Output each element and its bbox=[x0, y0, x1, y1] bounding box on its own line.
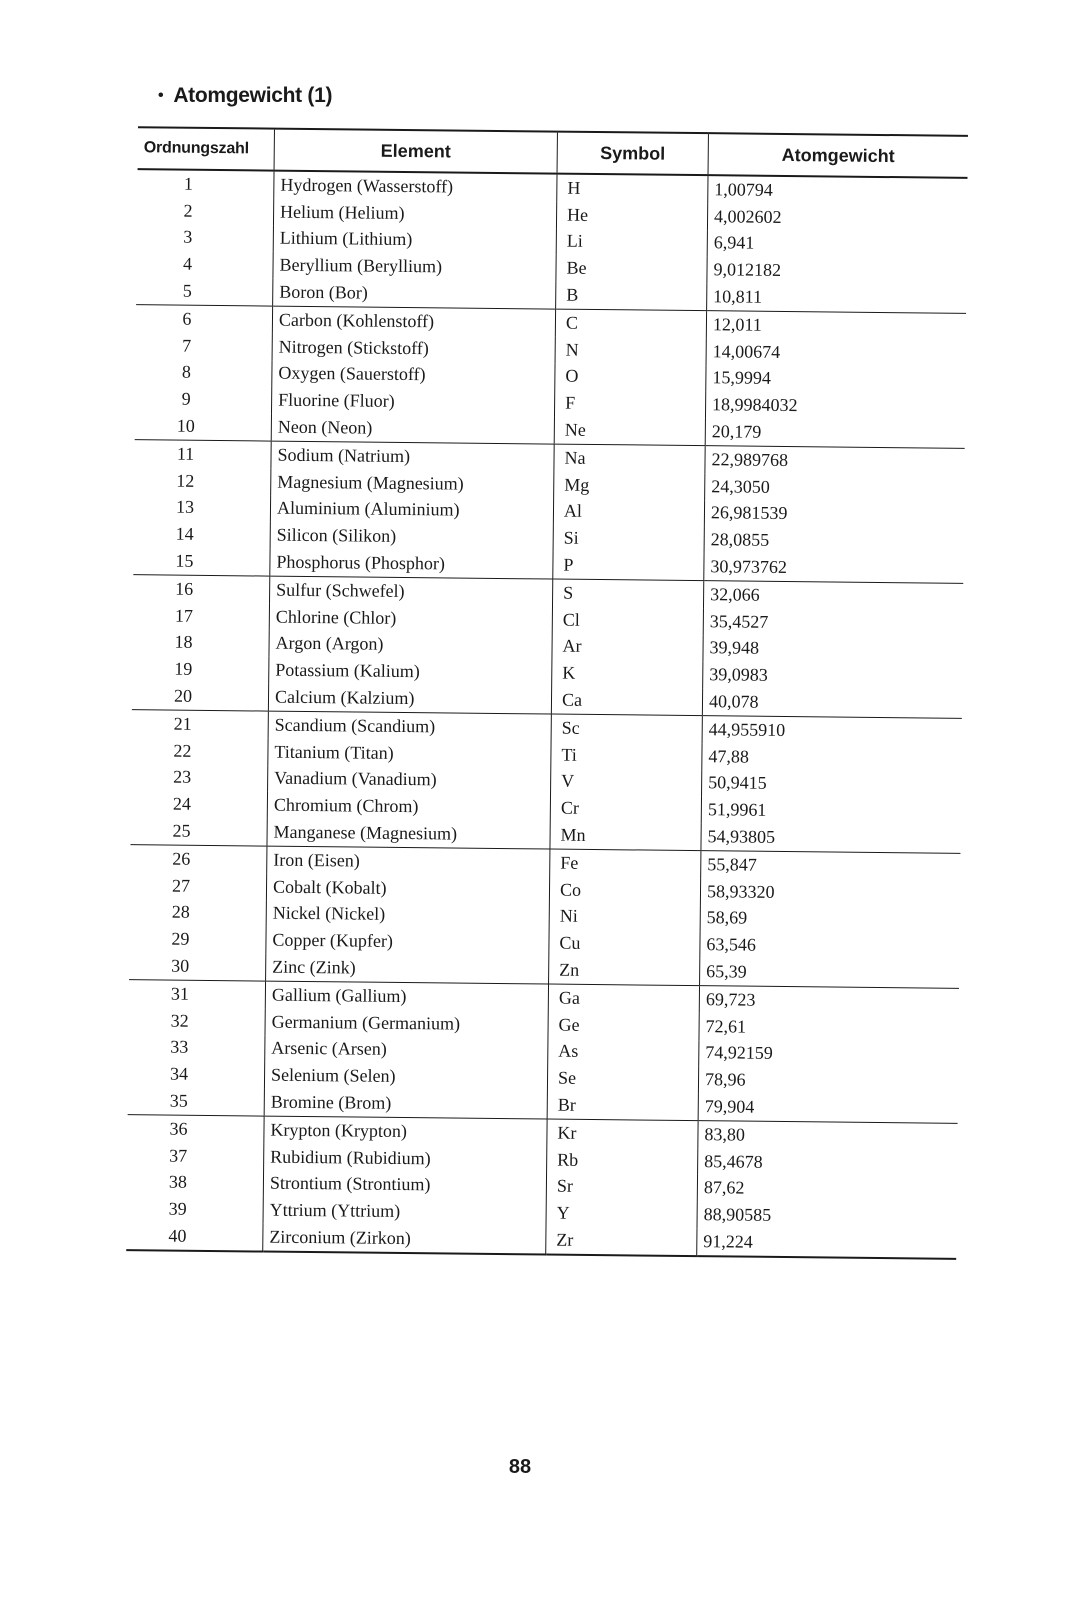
cell-element: Germanium (Germanium) bbox=[265, 1008, 548, 1038]
cell-atomgewicht: 91,224 bbox=[697, 1228, 957, 1259]
cell-ordnungszahl: 31 bbox=[170, 983, 190, 1004]
cell-ordnungszahl: 14 bbox=[175, 523, 194, 545]
cell-symbol: N bbox=[555, 336, 706, 364]
cell-symbol: Mn bbox=[550, 822, 701, 851]
cell-atomgewicht: 4,002602 bbox=[707, 203, 967, 233]
cell-element: Vanadium (Vanadium) bbox=[268, 765, 551, 795]
cell-atomgewicht: 47,88 bbox=[702, 743, 962, 773]
page-title bbox=[158, 84, 332, 108]
cell-element: Boron (Bor) bbox=[273, 279, 556, 309]
cell-ordnungszahl: 6 bbox=[182, 308, 192, 329]
header-atomgewicht: Atomgewicht bbox=[708, 133, 968, 178]
cell-element: Krypton (Krypton) bbox=[264, 1116, 547, 1146]
cell-atomgewicht: 28,0855 bbox=[704, 527, 964, 557]
cell-element: Gallium (Gallium) bbox=[265, 981, 548, 1011]
cell-ordnungszahl: 17 bbox=[174, 605, 193, 626]
cell-atomgewicht: 30,973762 bbox=[704, 553, 964, 583]
cell-atomgewicht: 6,941 bbox=[707, 230, 967, 260]
cell-atomgewicht: 78,96 bbox=[698, 1066, 958, 1096]
cell-ordnungszahl: 32 bbox=[170, 1010, 189, 1031]
cell-ordnungszahl: 15 bbox=[133, 547, 270, 576]
cell-element: Oxygen (Sauerstoff) bbox=[272, 360, 555, 390]
cell-ordnungszahl: 3 bbox=[183, 227, 193, 248]
page-title-text: Atomgewicht (1) bbox=[173, 84, 333, 107]
cell-symbol: F bbox=[554, 390, 705, 418]
cell-atomgewicht: 88,90585 bbox=[697, 1201, 957, 1231]
cell-symbol: Zn bbox=[549, 957, 700, 986]
cell-atomgewicht: 69,723 bbox=[699, 986, 959, 1016]
cell-element: Manganese (Magnesium) bbox=[267, 819, 550, 849]
atomic-weight-table bbox=[126, 126, 968, 1260]
cell-ordnungszahl: 39 bbox=[168, 1198, 187, 1219]
cell-element: Selenium (Selen) bbox=[264, 1062, 547, 1092]
cell-symbol: Sc bbox=[551, 714, 702, 743]
cell-element: Sulfur (Schwefel) bbox=[270, 576, 553, 606]
cell-element: Bromine (Brom) bbox=[264, 1089, 547, 1119]
cell-element: Carbon (Kohlenstoff) bbox=[272, 306, 555, 336]
cell-ordnungszahl: 20 bbox=[132, 682, 269, 711]
cell-symbol: Ca bbox=[551, 687, 702, 716]
cell-ordnungszahl: 13 bbox=[175, 497, 195, 518]
cell-symbol: Mg bbox=[554, 471, 705, 499]
cell-element: Zirconium (Zirkon) bbox=[263, 1224, 546, 1255]
cell-symbol: Rb bbox=[547, 1146, 698, 1174]
cell-element: Hydrogen (Wasserstoff) bbox=[274, 171, 557, 202]
cell-atomgewicht: 24,3050 bbox=[705, 473, 965, 503]
cell-symbol: V bbox=[551, 768, 702, 796]
cell-atomgewicht: 65,39 bbox=[700, 958, 960, 988]
cell-ordnungszahl: 28 bbox=[171, 901, 190, 923]
cell-symbol: Na bbox=[554, 444, 705, 473]
cell-element: Scandium (Scandium) bbox=[268, 711, 551, 741]
cell-symbol: O bbox=[555, 363, 706, 391]
cell-ordnungszahl: 24 bbox=[172, 793, 192, 814]
cell-symbol: Ne bbox=[554, 417, 705, 446]
cell-element: Chlorine (Chlor) bbox=[269, 603, 552, 633]
cell-atomgewicht: 85,4678 bbox=[698, 1148, 958, 1178]
cell-atomgewicht: 87,62 bbox=[697, 1175, 957, 1205]
cell-symbol: Ti bbox=[551, 741, 702, 769]
page-number: 88 bbox=[508, 1456, 532, 1478]
cell-atomgewicht: 72,61 bbox=[699, 1013, 959, 1043]
cell-element: Aluminium (Aluminium) bbox=[270, 495, 553, 525]
cell-ordnungszahl: 27 bbox=[171, 875, 191, 896]
cell-atomgewicht: 9,012182 bbox=[707, 257, 967, 287]
cell-symbol: Be bbox=[556, 255, 707, 283]
cell-symbol: K bbox=[552, 660, 703, 688]
cell-ordnungszahl: 9 bbox=[181, 388, 191, 410]
header-ordnungszahl: Ordnungszahl bbox=[138, 127, 275, 170]
cell-atomgewicht: 54,93805 bbox=[701, 823, 961, 853]
cell-ordnungszahl: 40 bbox=[126, 1222, 263, 1251]
cell-symbol: Ga bbox=[548, 984, 699, 1013]
cell-atomgewicht: 40,078 bbox=[702, 688, 962, 718]
cell-atomgewicht: 79,904 bbox=[698, 1093, 958, 1123]
cell-ordnungszahl: 16 bbox=[175, 578, 194, 599]
cell-element: Nitrogen (Stickstoff) bbox=[272, 333, 555, 363]
cell-symbol: Si bbox=[553, 525, 704, 553]
cell-symbol: Li bbox=[556, 228, 707, 256]
cell-atomgewicht: 39,0983 bbox=[703, 661, 963, 691]
cell-element: Magnesium (Magnesium) bbox=[271, 468, 554, 498]
cell-atomgewicht: 58,93320 bbox=[700, 878, 960, 908]
cell-symbol: Ar bbox=[552, 633, 703, 661]
header-symbol: Symbol bbox=[557, 132, 708, 176]
cell-element: Lithium (Lithium) bbox=[273, 225, 556, 255]
table-body bbox=[126, 169, 967, 1259]
cell-symbol: Y bbox=[546, 1200, 697, 1228]
cell-ordnungszahl: 11 bbox=[176, 443, 195, 464]
cell-symbol: Ge bbox=[548, 1011, 699, 1039]
cell-atomgewicht: 32,066 bbox=[703, 581, 963, 611]
cell-atomgewicht: 50,9415 bbox=[702, 770, 962, 800]
cell-ordnungszahl: 29 bbox=[171, 928, 190, 949]
cell-ordnungszahl: 33 bbox=[170, 1036, 189, 1058]
cell-ordnungszahl: 19 bbox=[174, 658, 193, 680]
cell-symbol: Kr bbox=[547, 1119, 698, 1148]
cell-atomgewicht: 12,011 bbox=[706, 311, 966, 341]
cell-element: Rubidium (Rubidium) bbox=[264, 1143, 547, 1173]
cell-symbol: S bbox=[552, 579, 703, 608]
cell-symbol: Cr bbox=[550, 795, 701, 823]
cell-ordnungszahl: 35 bbox=[128, 1087, 265, 1116]
cell-element: Chromium (Chrom) bbox=[267, 792, 550, 822]
cell-ordnungszahl: 26 bbox=[172, 848, 191, 869]
cell-ordnungszahl: 22 bbox=[173, 740, 192, 761]
cell-atomgewicht: 51,9961 bbox=[701, 796, 961, 826]
cell-ordnungszahl: 1 bbox=[183, 173, 194, 194]
cell-atomgewicht: 58,69 bbox=[700, 905, 960, 935]
cell-ordnungszahl: 37 bbox=[169, 1145, 188, 1166]
cell-symbol: Sr bbox=[546, 1173, 697, 1201]
cell-ordnungszahl: 34 bbox=[169, 1063, 189, 1084]
cell-symbol: Br bbox=[547, 1092, 698, 1121]
cell-atomgewicht: 63,546 bbox=[700, 931, 960, 961]
cell-element: Cobalt (Kobalt) bbox=[266, 873, 549, 903]
cell-element: Nickel (Nickel) bbox=[266, 900, 549, 930]
cell-ordnungszahl: 2 bbox=[183, 200, 193, 221]
cell-symbol: Cu bbox=[549, 930, 700, 958]
cell-symbol: Zr bbox=[546, 1227, 697, 1256]
cell-element: Zinc (Zink) bbox=[266, 954, 549, 984]
cell-symbol: Ni bbox=[549, 903, 700, 931]
cell-element: Silicon (Silikon) bbox=[270, 522, 553, 552]
cell-atomgewicht: 14,00674 bbox=[706, 338, 966, 368]
cell-atomgewicht: 20,179 bbox=[705, 418, 965, 448]
cell-ordnungszahl: 5 bbox=[136, 277, 273, 306]
cell-symbol: B bbox=[556, 282, 707, 311]
cell-element: Arsenic (Arsen) bbox=[265, 1035, 548, 1065]
cell-atomgewicht: 18,9984032 bbox=[705, 392, 965, 422]
cell-symbol: He bbox=[556, 201, 707, 229]
cell-element: Beryllium (Beryllium) bbox=[273, 252, 556, 282]
header-element: Element bbox=[274, 129, 557, 174]
atomic-weight-table-container bbox=[108, 126, 975, 1260]
cell-element: Fluorine (Fluor) bbox=[271, 387, 554, 417]
cell-symbol: Co bbox=[549, 876, 700, 904]
cell-ordnungszahl: 7 bbox=[182, 335, 192, 356]
cell-symbol: Cl bbox=[552, 606, 703, 634]
cell-ordnungszahl: 23 bbox=[173, 767, 192, 788]
cell-element: Yttrium (Yttrium) bbox=[263, 1197, 546, 1227]
cell-ordnungszahl: 10 bbox=[135, 412, 272, 441]
cell-element: Titanium (Titan) bbox=[268, 738, 551, 768]
cell-element: Sodium (Natrium) bbox=[271, 441, 554, 471]
cell-atomgewicht: 22,989768 bbox=[705, 446, 965, 476]
cell-atomgewicht: 55,847 bbox=[701, 851, 961, 881]
cell-ordnungszahl: 30 bbox=[129, 952, 266, 981]
cell-atomgewicht: 35,4527 bbox=[703, 608, 963, 638]
cell-atomgewicht: 44,955910 bbox=[702, 716, 962, 746]
cell-symbol: As bbox=[548, 1038, 699, 1066]
cell-ordnungszahl: 18 bbox=[174, 632, 193, 653]
cell-atomgewicht: 39,948 bbox=[703, 635, 963, 665]
cell-ordnungszahl: 12 bbox=[176, 470, 195, 491]
cell-ordnungszahl: 25 bbox=[130, 817, 267, 846]
cell-atomgewicht: 26,981539 bbox=[704, 500, 964, 530]
cell-element: Potassium (Kalium) bbox=[269, 657, 552, 687]
cell-element: Neon (Neon) bbox=[271, 414, 554, 444]
cell-atomgewicht: 83,80 bbox=[698, 1120, 958, 1150]
cell-symbol: H bbox=[557, 174, 708, 203]
cell-ordnungszahl: 4 bbox=[182, 253, 193, 275]
cell-element: Strontium (Strontium) bbox=[263, 1170, 546, 1200]
cell-element: Phosphorus (Phosphor) bbox=[270, 549, 553, 579]
cell-element: Copper (Kupfer) bbox=[266, 927, 549, 957]
bullet-icon: • bbox=[158, 87, 164, 104]
cell-atomgewicht: 15,9994 bbox=[706, 365, 966, 395]
cell-element: Argon (Argon) bbox=[269, 630, 552, 660]
cell-symbol: Se bbox=[547, 1065, 698, 1093]
cell-element: Iron (Eisen) bbox=[267, 846, 550, 876]
cell-ordnungszahl: 8 bbox=[181, 362, 192, 383]
cell-ordnungszahl: 38 bbox=[168, 1171, 188, 1193]
cell-symbol: C bbox=[555, 309, 706, 338]
cell-atomgewicht: 74,92159 bbox=[699, 1040, 959, 1070]
cell-atomgewicht: 1,00794 bbox=[708, 175, 968, 206]
cell-ordnungszahl: 36 bbox=[169, 1118, 188, 1139]
cell-ordnungszahl: 21 bbox=[173, 713, 192, 734]
cell-element: Helium (Helium) bbox=[273, 198, 556, 228]
cell-symbol: Al bbox=[553, 498, 704, 526]
cell-symbol: P bbox=[553, 552, 704, 581]
cell-symbol: Fe bbox=[550, 849, 701, 878]
cell-atomgewicht: 10,811 bbox=[707, 283, 967, 313]
cell-element: Calcium (Kalzium) bbox=[268, 684, 551, 714]
